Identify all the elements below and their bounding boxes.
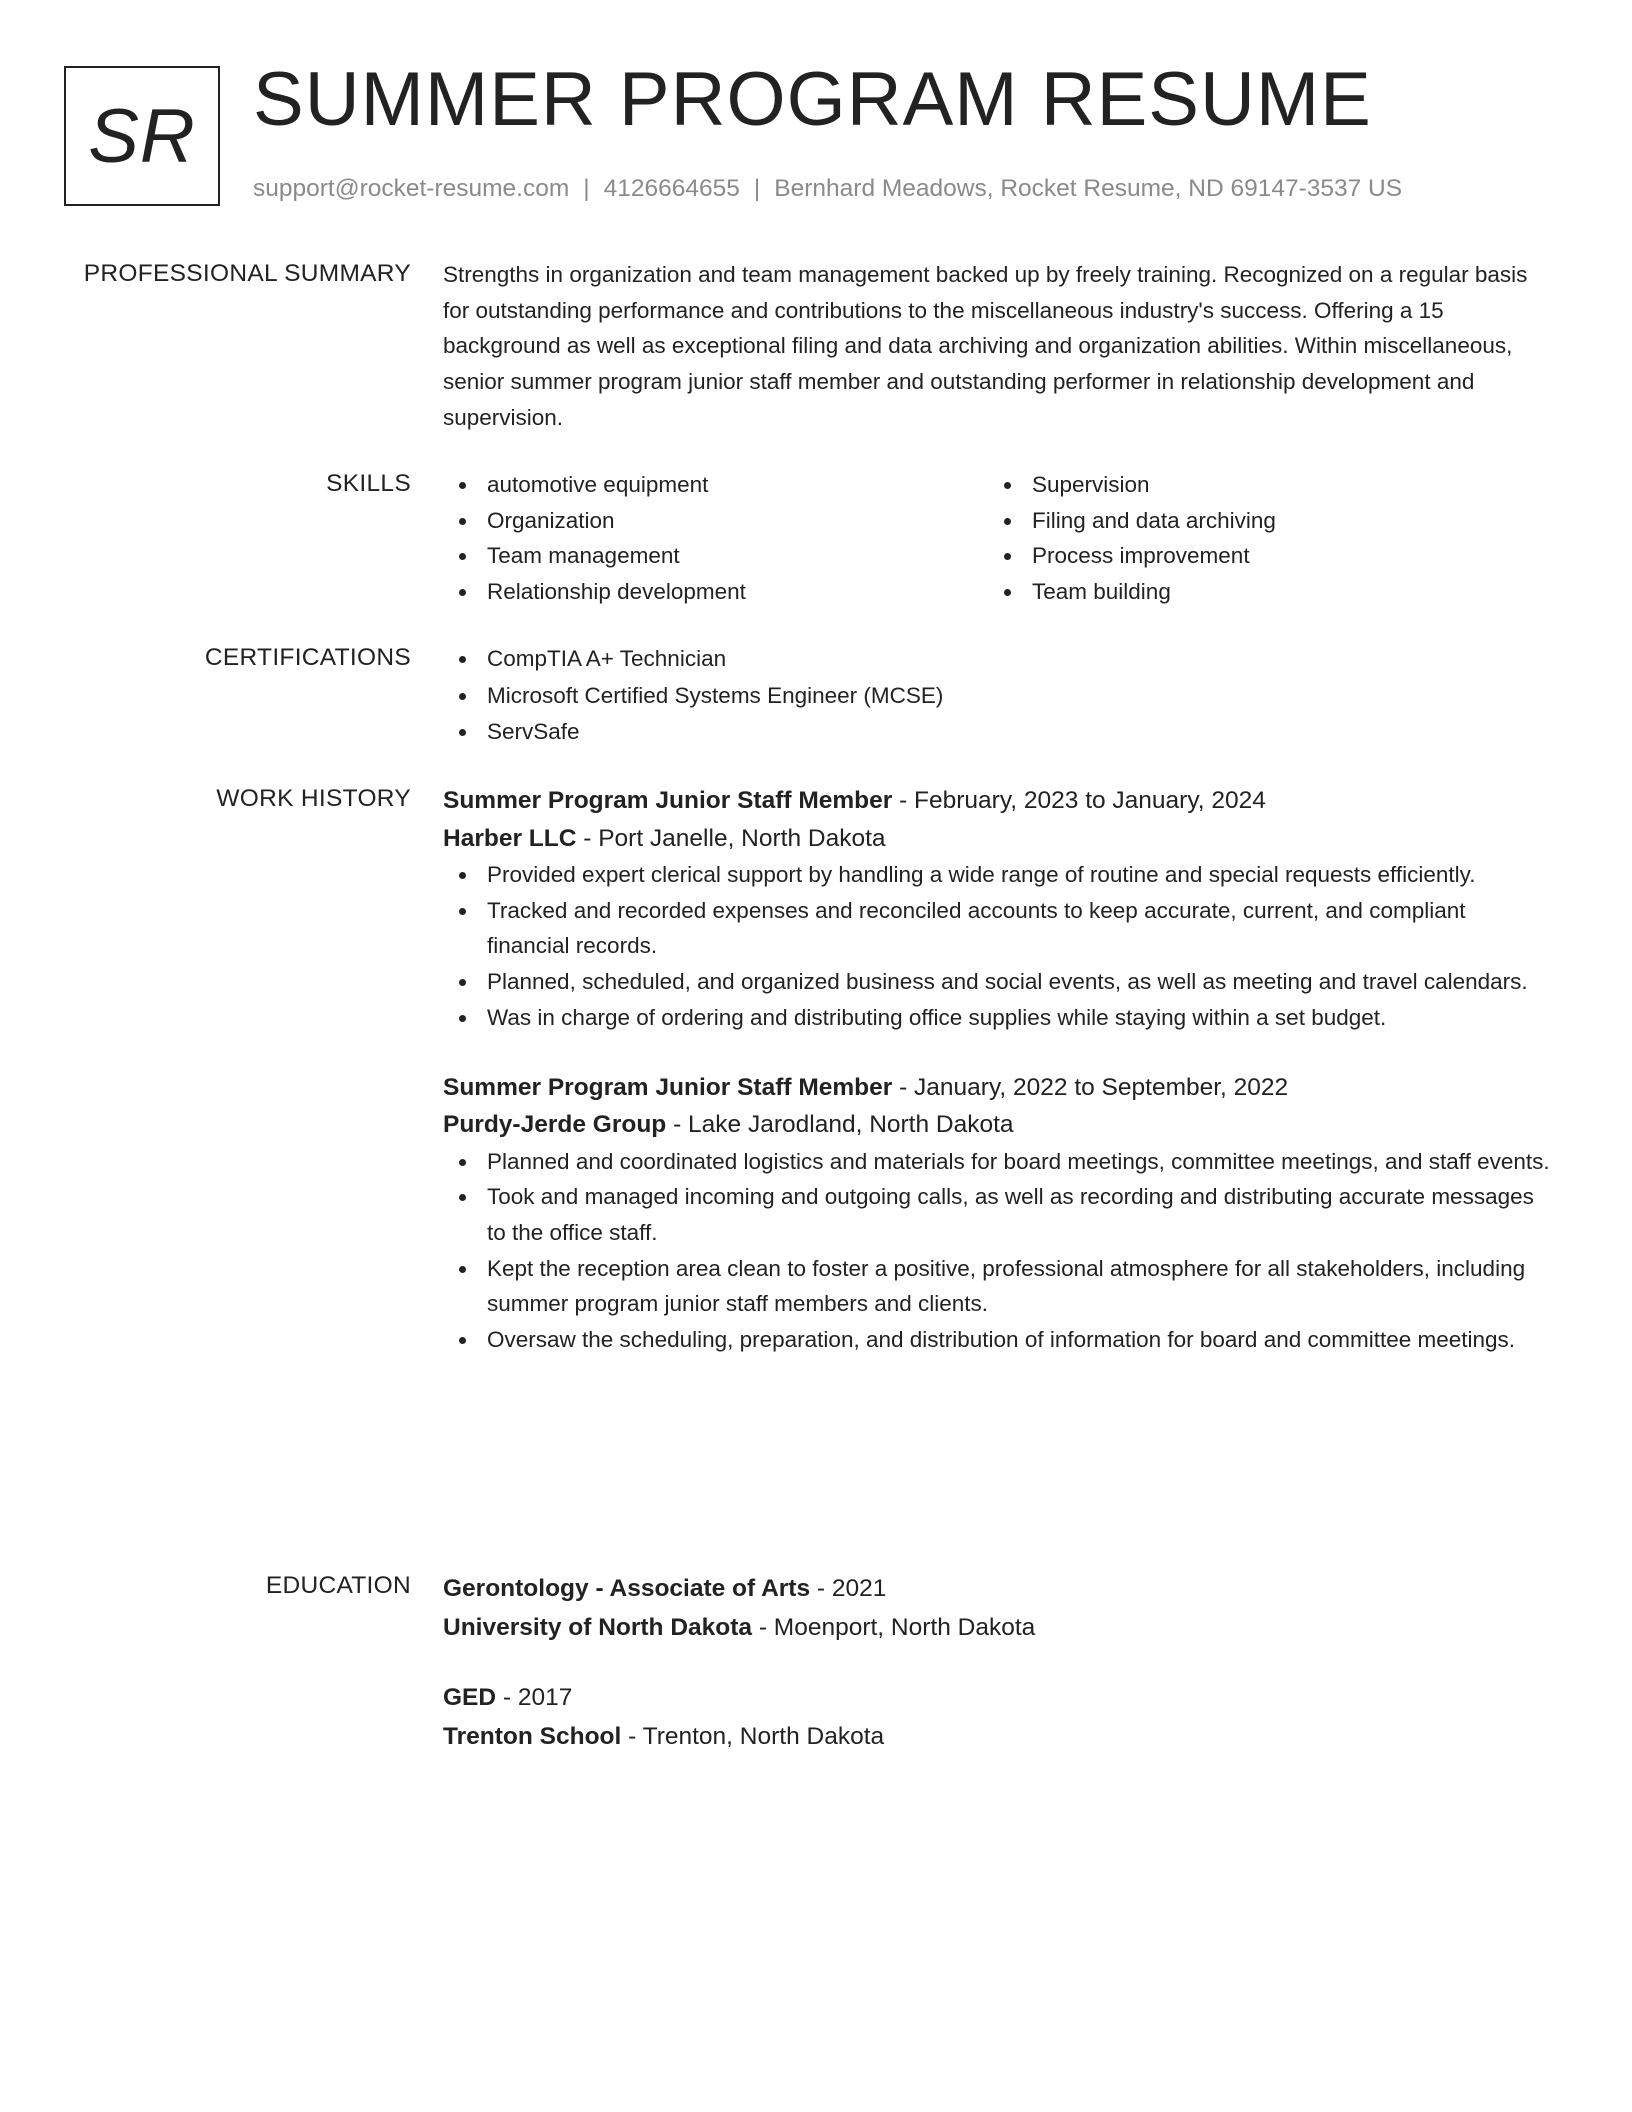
skill-item: Team management — [443, 538, 988, 574]
education-degree: Gerontology - Associate of Arts — [443, 1575, 811, 1602]
skills-body — [443, 467, 1553, 610]
section-label-summary: PROFESSIONAL SUMMARY — [83, 260, 411, 287]
work-history-body — [443, 782, 1553, 1358]
job-title: Summer Program Junior Staff Member — [443, 787, 893, 814]
skills-column-right — [988, 467, 1533, 610]
education-location: - Trenton, North Dakota — [621, 1723, 885, 1750]
education-school: University of North Dakota — [443, 1614, 753, 1641]
job-title-line — [443, 782, 1553, 820]
job-bullet: Planned, scheduled, and organized business and social events, as well as meeting and travel calendars. — [443, 964, 1553, 1000]
job-dates: - January, 2022 to September, 2022 — [892, 1073, 1289, 1101]
job-location: - Port Janelle, North Dakota — [576, 824, 886, 852]
certifications-body — [443, 641, 1553, 751]
summary-body — [443, 257, 1553, 436]
job-bullets — [443, 857, 1553, 1036]
job-title: Summer Program Junior Staff Member — [443, 1073, 893, 1101]
certification-item: ServSafe — [443, 714, 1553, 751]
skills-column-left — [443, 467, 988, 610]
skills-list-right — [988, 467, 1533, 610]
certification-item: CompTIA A+ Technician — [443, 641, 1553, 678]
skill-item: Supervision — [988, 467, 1533, 503]
resume-title: SUMMER PROGRAM RESUME — [253, 57, 1372, 142]
education-school-line — [443, 1717, 1553, 1756]
education-school-line — [443, 1608, 1553, 1647]
contact-address: Bernhard Meadows, Rocket Resume, ND 69147-3537 US — [774, 175, 1403, 202]
section-label-education: EDUCATION — [265, 1572, 411, 1599]
certification-item: Microsoft Certified Systems Engineer (MCSE) — [443, 678, 1553, 715]
certifications-list — [443, 641, 1553, 751]
contact-separator: | — [753, 175, 761, 202]
job-company: Purdy-Jerde Group — [443, 1111, 667, 1139]
education-body — [443, 1569, 1553, 1756]
education-year: - 2021 — [810, 1575, 887, 1602]
job-bullet: Planned and coordinated logistics and materials for board meetings, committee meetings, and staff events. — [443, 1144, 1553, 1180]
contact-line — [253, 172, 1402, 206]
job-bullet: Kept the reception area clean to foster a positive, professional atmosphere for all stakeholders, including summer program junior staff members and clients. — [443, 1251, 1553, 1322]
skills-list-left — [443, 467, 988, 610]
education-degree-line — [443, 1569, 1553, 1608]
contact-email: support@rocket-resume.com — [253, 175, 570, 202]
summary-text: Strengths in organization and team management backed up by freely training. Recognized on a regular basis for outstanding performance and contributions to the miscellaneous industry's success. Offering a 15 background as well as exceptional filing and data archiving and organization abilities. Within miscellaneous, senior summer program junior staff member and outstanding performer in relationship development and supervision. — [443, 262, 1528, 430]
skill-item: Process improvement — [988, 538, 1533, 574]
education-degree: GED — [443, 1684, 497, 1711]
job-bullets — [443, 1144, 1553, 1358]
education-year: - 2017 — [496, 1684, 573, 1711]
job-dates: - February, 2023 to January, 2024 — [892, 787, 1266, 814]
job-bullet: Tracked and recorded expenses and reconciled accounts to keep accurate, current, and compliant financial records. — [443, 893, 1553, 964]
education-entry — [443, 1569, 1553, 1647]
job-company: Harber LLC — [443, 824, 577, 852]
job-company-line — [443, 1106, 1553, 1144]
monogram-initials: SR — [88, 93, 196, 179]
job-bullet: Was in charge of ordering and distributing office supplies while staying within a set budget. — [443, 1000, 1553, 1036]
job-bullet: Oversaw the scheduling, preparation, and distribution of information for board and committee meetings. — [443, 1322, 1553, 1358]
job-company-line — [443, 820, 1553, 858]
skill-item: Team building — [988, 574, 1533, 610]
education-school: Trenton School — [443, 1723, 622, 1750]
skill-item: Filing and data archiving — [988, 503, 1533, 539]
section-label-skills: SKILLS — [326, 470, 411, 497]
job-title-line — [443, 1069, 1553, 1107]
education-location: - Moenport, North Dakota — [752, 1614, 1036, 1641]
skill-item: Relationship development — [443, 574, 988, 610]
contact-separator: | — [583, 175, 590, 202]
contact-phone: 4126664655 — [603, 175, 740, 202]
job-bullet: Took and managed incoming and outgoing calls, as well as recording and distributing accurate messages to the office staff. — [443, 1179, 1553, 1250]
section-label-certifications: CERTIFICATIONS — [204, 644, 411, 671]
education-entry — [443, 1678, 1553, 1756]
monogram-box — [64, 66, 220, 206]
education-degree-line — [443, 1678, 1553, 1717]
section-label-work-history: WORK HISTORY — [216, 785, 411, 812]
skill-item: Organization — [443, 503, 988, 539]
skills-grid — [443, 467, 1553, 610]
job-entry — [443, 1069, 1553, 1358]
job-bullet: Provided expert clerical support by handling a wide range of routine and special requests efficiently. — [443, 857, 1553, 893]
job-location: - Lake Jarodland, North Dakota — [666, 1111, 1014, 1139]
job-entry — [443, 782, 1553, 1036]
skill-item: automotive equipment — [443, 467, 988, 503]
